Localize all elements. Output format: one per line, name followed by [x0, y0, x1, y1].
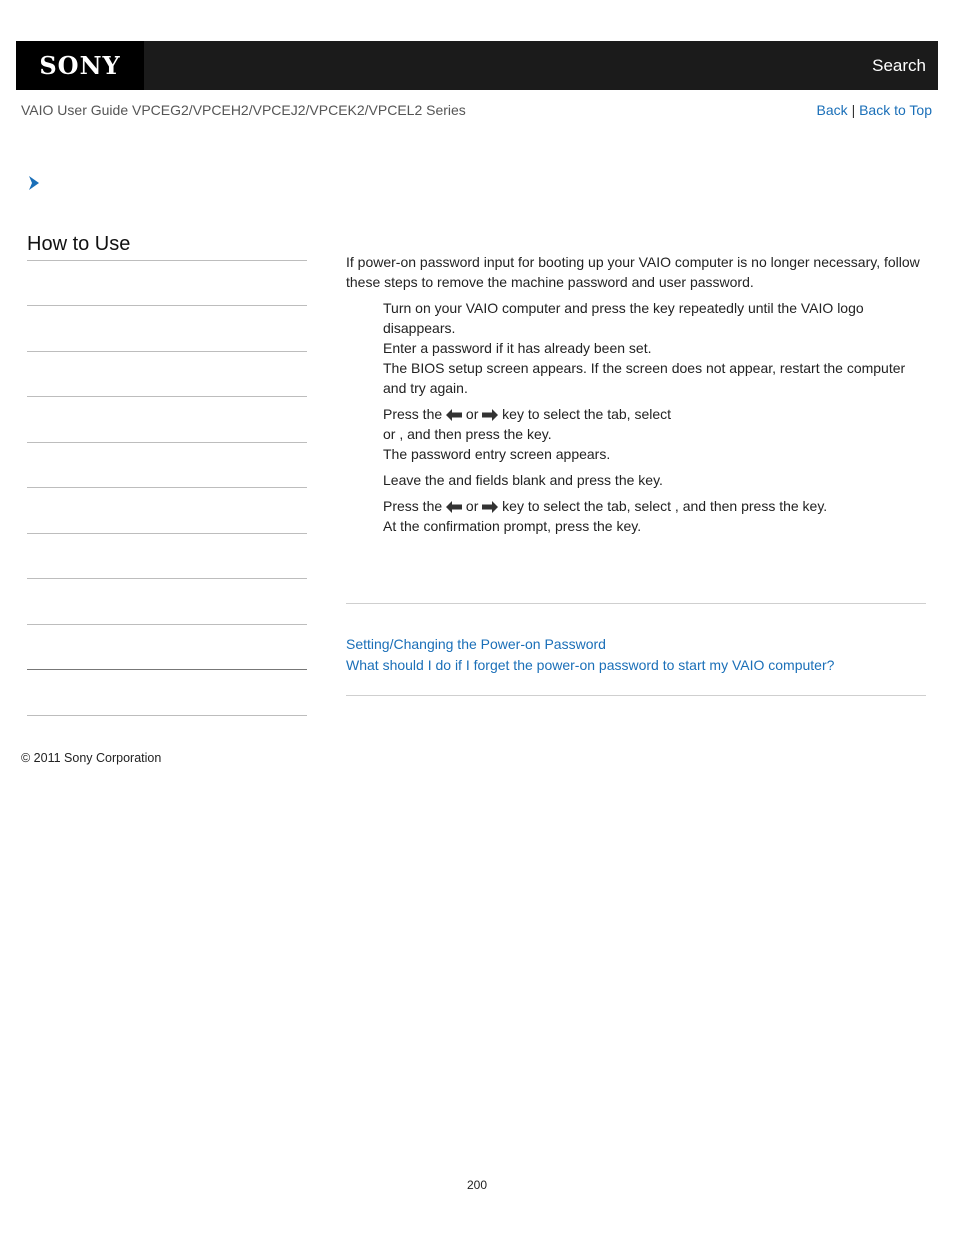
sony-logo: SONY [16, 41, 144, 90]
step-text: The BIOS setup screen appears. If the screen does not appear, restart the computer and try again. [383, 360, 906, 396]
steps-list [346, 298, 926, 536]
step-4 [383, 496, 926, 536]
nav-links [817, 102, 932, 118]
section-divider [346, 603, 926, 604]
sidebar-divider [27, 715, 307, 716]
related-link-set-password[interactable]: Setting/Changing the Power-on Password [346, 636, 606, 652]
step-text [383, 404, 926, 424]
related-link-forgot-password[interactable]: What should I do if I forget the power-on password to start my VAIO computer? [346, 657, 835, 673]
sidebar-divider [27, 305, 307, 306]
step-text: Turn on your VAIO computer and press the key repeatedly until the VAIO logo disappears. [383, 300, 864, 336]
back-to-top-link[interactable]: Back to Top [859, 102, 932, 118]
right-arrow-icon [482, 501, 498, 513]
search-button[interactable]: Search [872, 55, 926, 75]
step-text-part: Press the [383, 406, 447, 422]
step-text: Leave the and fields blank and press the key. [383, 472, 663, 488]
step-text-part: or [462, 498, 483, 514]
back-link[interactable]: Back [816, 102, 848, 118]
related-topics [346, 634, 834, 676]
step-text-part: key to select the tab, select , and then press the key. [498, 498, 828, 514]
step-1 [383, 298, 926, 398]
step-text [383, 496, 926, 516]
chevron-right-icon[interactable] [27, 175, 41, 191]
page-number: 200 [466, 1178, 488, 1192]
step-text-part: Press the [383, 498, 447, 514]
step-text: The password entry screen appears. [383, 446, 611, 462]
top-bar [16, 41, 938, 90]
sidebar-divider [27, 624, 307, 625]
intro-text: If power-on password input for booting up your VAIO computer is no longer necessary, follow these steps to remove the machine password and user password. [346, 254, 920, 290]
nav-separator: | [851, 102, 856, 118]
guide-title: VAIO User Guide VPCEG2/VPCEH2/VPCEJ2/VPCEK2/VPCEL2 Series [21, 102, 466, 118]
left-arrow-icon [446, 409, 462, 421]
sidebar-divider [27, 260, 307, 261]
step-text: Enter a password if it has already been set. [383, 340, 652, 356]
sidebar-title: How to Use [27, 233, 131, 255]
main-content [346, 252, 926, 542]
step-text-part: key to select the tab, select [498, 406, 672, 422]
copyright: © 2011 Sony Corporation [21, 751, 162, 765]
step-3 [383, 470, 926, 490]
step-text-part: or [462, 406, 483, 422]
step-text: At the confirmation prompt, press the key. [383, 518, 642, 534]
sidebar-divider [27, 442, 307, 443]
left-arrow-icon [446, 501, 462, 513]
sidebar-divider [27, 487, 307, 488]
sidebar-divider [27, 351, 307, 352]
section-divider [346, 695, 926, 696]
sidebar-divider [27, 533, 307, 534]
sidebar-divider [27, 396, 307, 397]
step-text: or , and then press the key. [383, 426, 552, 442]
step-2 [383, 404, 926, 464]
sidebar-divider [27, 669, 307, 670]
right-arrow-icon [482, 409, 498, 421]
sidebar-divider [27, 578, 307, 579]
